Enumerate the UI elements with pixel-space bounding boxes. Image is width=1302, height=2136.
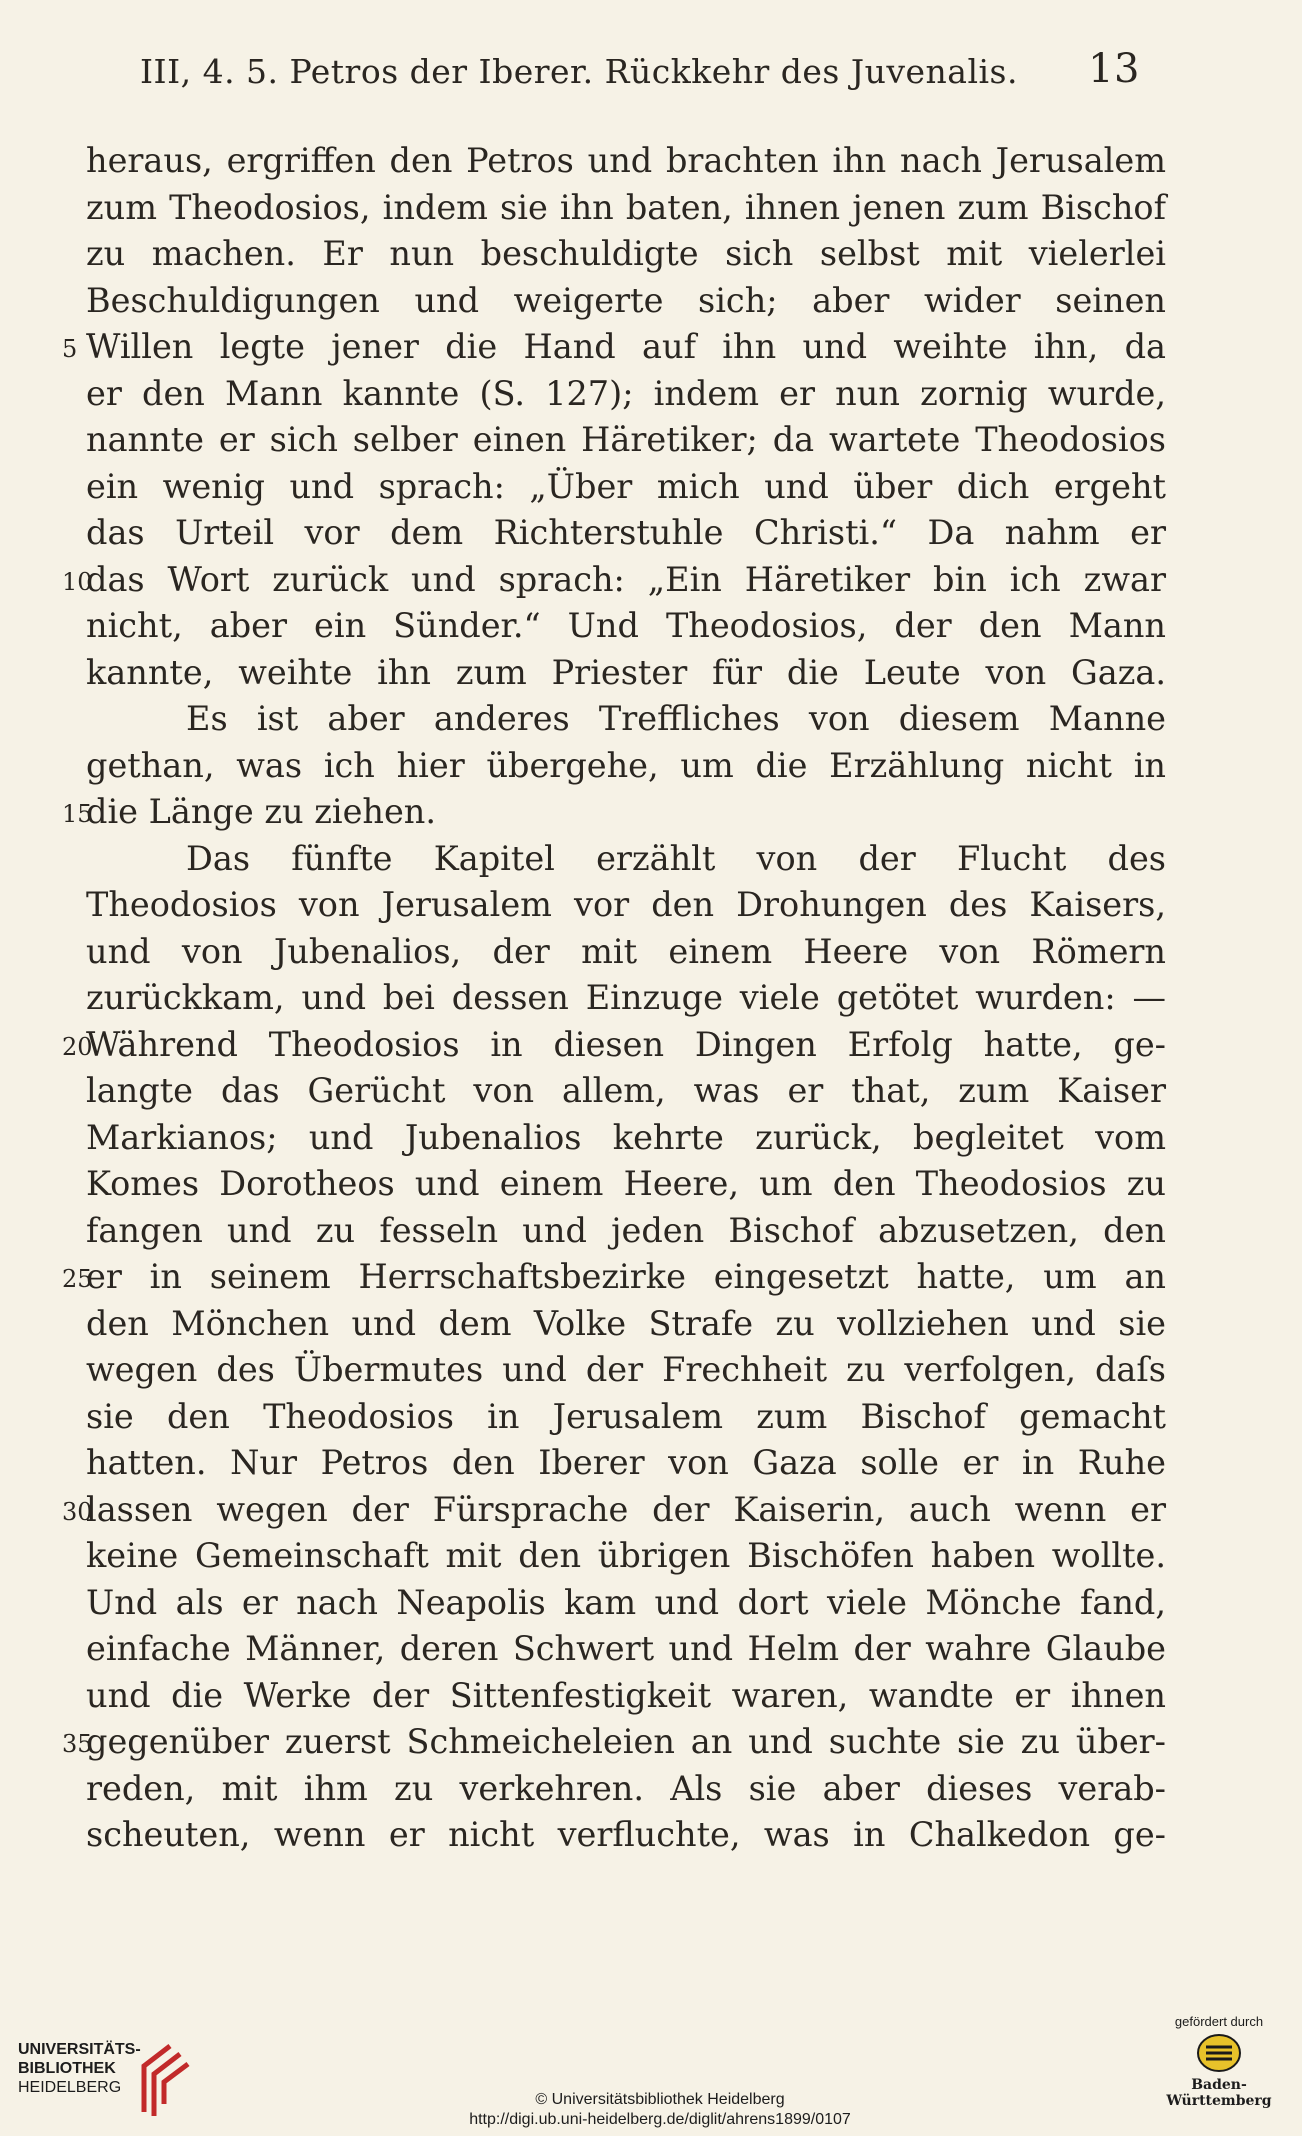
text-line (62, 789, 1166, 836)
line-text: Während Theodosios in diesen Dingen Erfolg hatte, ge- (86, 1024, 1166, 1064)
text-line (86, 1440, 1166, 1487)
line-number: 25 (62, 1265, 93, 1293)
text-line (86, 696, 1166, 743)
text-line (86, 1766, 1166, 1813)
text-line (62, 1022, 1166, 1069)
line-text: das Urteil vor dem Richterstuhle Christi.“ Da nahm er (86, 513, 1166, 552)
library-name-line3: HEIDELBERG (18, 2079, 122, 2096)
text-line (86, 1208, 1166, 1255)
line-text: zurückkam, und bei dessen Einzuge viele getötet wurden: — (86, 978, 1166, 1017)
text-line (86, 138, 1166, 185)
text-line (86, 1533, 1166, 1580)
running-header (140, 46, 1140, 92)
line-text: er den Mann kannte (S. 127); indem er nun zornig wurde, (86, 373, 1166, 413)
line-text: zum Theodosios, indem sie ihn baten, ihnen jenen zum Bischof (86, 187, 1166, 227)
line-text: Beschuldigungen und weigerte sich; aber wider seinen (86, 280, 1166, 320)
state-coat-of-arms-icon (1196, 2033, 1242, 2073)
text-line (86, 417, 1166, 464)
line-number: 5 (62, 335, 78, 363)
line-text: hatten. Nur Petros den Iberer von Gaza solle er in Ruhe (86, 1443, 1166, 1482)
text-line (86, 743, 1166, 790)
library-name-line1: UNIVERSITÄTS- (18, 2041, 141, 2058)
line-text: Komes Dorotheos und einem Heere, um den Theodosios zu (86, 1164, 1166, 1203)
line-number: 20 (62, 1032, 93, 1061)
text-line (86, 650, 1166, 697)
line-text: fangen und zu fesseln und jeden Bischof abzusetzen, den (86, 1210, 1166, 1250)
line-text: Und als er nach Neapolis kam und dort viele Mönche fand, (86, 1582, 1166, 1622)
line-number: 10 (62, 567, 93, 596)
funder-block (1154, 2014, 1284, 2109)
funder-name: Baden-Württemberg (1166, 2077, 1272, 2109)
line-text: heraus, ergriffen den Petros und brachten ihn nach Jerusalem (86, 141, 1166, 180)
line-text: wegen des Übermutes und der Frechheit zu verfolgen, daſs (86, 1350, 1166, 1389)
line-text: den Mönchen und dem Volke Strafe zu vollziehen und sie (86, 1303, 1166, 1343)
text-line (86, 1812, 1166, 1859)
line-text: nannte er sich selber einen Häretiker; da wartete Theodosios (86, 420, 1166, 459)
text-line (86, 1068, 1166, 1115)
line-text: ein wenig und sprach: „Über mich und über dich ergeht (86, 466, 1166, 506)
footer-credit (420, 2090, 900, 2130)
line-text: zu machen. Er nun beschuldigte sich selbst mit vielerlei (86, 234, 1166, 273)
text-line (86, 1115, 1166, 1162)
text-line (62, 1487, 1166, 1534)
text-line (86, 278, 1166, 325)
line-text: die Länge zu ziehen. (86, 792, 437, 831)
line-text: kannte, weihte ihn zum Priester für die Leute von Gaza. (86, 652, 1166, 692)
copyright-text: © Universitätsbibliothek Heidelberg (535, 2091, 785, 2108)
line-text: er in seinem Herrschaftsbezirke eingesetzt hatte, um an (86, 1257, 1166, 1296)
text-line (86, 975, 1166, 1022)
text-line (86, 1347, 1166, 1394)
text-line (86, 1161, 1166, 1208)
line-text: Willen legte jener die Hand auf ihn und weihte ihn, da (86, 327, 1166, 366)
line-text: langte das Gerücht von allem, was er that, zum Kaiser (86, 1071, 1166, 1110)
line-text: gethan, was ich hier übergehe, um die Erzählung nicht in (86, 745, 1166, 785)
text-line (86, 510, 1166, 557)
text-line (62, 1719, 1166, 1766)
text-line (86, 1580, 1166, 1627)
text-line (86, 371, 1166, 418)
line-text: Markianos; und Jubenalios kehrte zurück, begleitet vom (86, 1117, 1166, 1157)
text-line (86, 929, 1166, 976)
library-logo-mark-icon (130, 2040, 200, 2120)
text-line (62, 324, 1166, 371)
text-line (86, 1394, 1166, 1441)
line-text: das Wort zurück und sprach: „Ein Häretiker bin ich zwar (86, 559, 1166, 599)
text-line (86, 882, 1166, 929)
line-text: gegenüber zuerst Schmeicheleien an und suchte sie zu über- (86, 1722, 1166, 1761)
text-line (62, 557, 1166, 604)
line-text: reden, mit ihm zu verkehren. Als sie aber dieses verab- (86, 1768, 1166, 1808)
text-line (86, 1673, 1166, 1720)
line-text: keine Gemeinschaft mit den übrigen Bischöfen haben wollte. (86, 1536, 1166, 1575)
text-line (62, 1254, 1166, 1301)
body-text (62, 138, 1166, 1859)
page-number: 13 (1088, 46, 1140, 92)
line-text: sie den Theodosios in Jerusalem zum Bischof gemacht (86, 1396, 1166, 1436)
line-number: 35 (62, 1730, 93, 1758)
library-logo[interactable] (18, 2040, 198, 2120)
running-title: III, 4. 5. Petros der Iberer. Rückkehr des Juvenalis. (140, 52, 1018, 91)
line-text: Es ist aber anderes Treffliches von diesem Manne (186, 699, 1166, 738)
text-line (86, 231, 1166, 278)
text-line (86, 185, 1166, 232)
text-line (86, 1301, 1166, 1348)
line-number: 30 (62, 1497, 93, 1526)
line-text: und von Jubenalios, der mit einem Heere von Römern (86, 931, 1166, 971)
line-text: scheuten, wenn er nicht verfluchte, was in Chalkedon ge- (86, 1815, 1166, 1854)
library-name-line2: BIBLIOTHEK (18, 2060, 116, 2077)
text-line (86, 464, 1166, 511)
permalink[interactable]: http://digi.ub.uni-heidelberg.de/diglit/ahrens1899/0107 (469, 2111, 851, 2128)
line-text: nicht, aber ein Sünder.“ Und Theodosios, der den Mann (86, 606, 1166, 645)
text-line (86, 1626, 1166, 1673)
funded-by-label: gefördert durch (1174, 2014, 1264, 2029)
line-text: und die Werke der Sittenfestigkeit waren, wandte er ihnen (86, 1675, 1166, 1715)
line-number: 15 (62, 800, 93, 828)
text-line (86, 603, 1166, 650)
line-text: Das fünfte Kapitel erzählt von der Flucht des (186, 838, 1166, 878)
line-text: Theodosios von Jerusalem vor den Drohungen des Kaisers, (86, 885, 1166, 924)
text-line (86, 836, 1166, 883)
line-text: lassen wegen der Fürsprache der Kaiserin, auch wenn er (86, 1489, 1166, 1529)
footer (0, 2000, 1302, 2136)
line-text: einfache Männer, deren Schwert und Helm der wahre Glaube (86, 1629, 1166, 1668)
